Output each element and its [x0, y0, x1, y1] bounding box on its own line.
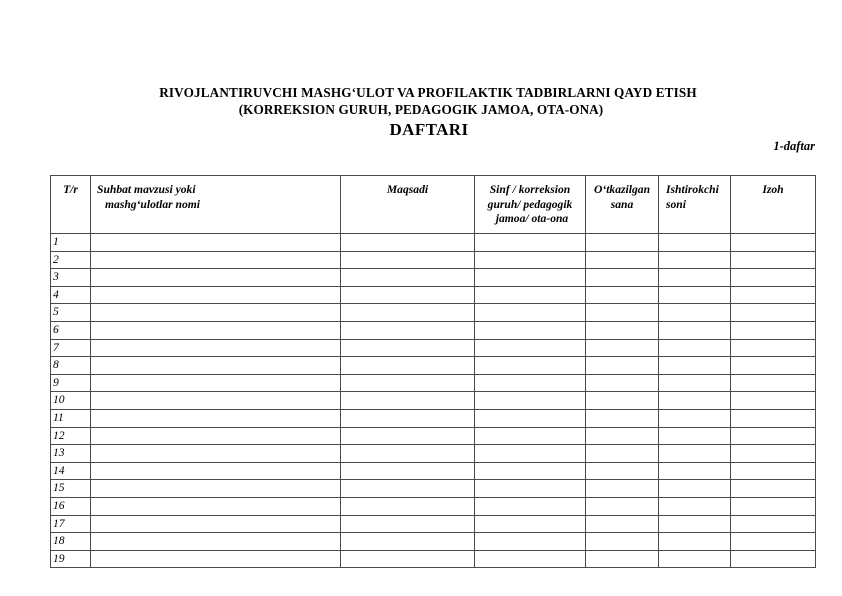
column-header-participants — [659, 176, 731, 234]
row-number-cell — [51, 427, 91, 445]
cell-note[interactable] — [731, 357, 816, 375]
cell-topic[interactable] — [91, 392, 341, 410]
cell-purpose[interactable] — [341, 321, 475, 339]
table-body — [51, 234, 816, 568]
cell-date[interactable] — [586, 480, 659, 498]
table-row — [51, 304, 816, 322]
cell-participants[interactable] — [659, 304, 731, 322]
cell-participants[interactable] — [659, 286, 731, 304]
row-number-label: 11 — [53, 410, 64, 424]
cell-class[interactable] — [475, 304, 586, 322]
table-row — [51, 234, 816, 252]
row-number-cell — [51, 321, 91, 339]
cell-date[interactable] — [586, 357, 659, 375]
row-number-label: 14 — [53, 463, 65, 477]
cell-class[interactable] — [475, 234, 586, 252]
page-title-line-1: RIVOJLANTIRUVCHI MASHG‘ULOT VA PROFILAKTIK TADBIRLARNI QAYD ETISH — [159, 85, 697, 100]
cell-topic[interactable] — [91, 304, 341, 322]
cell-purpose[interactable] — [341, 533, 475, 551]
row-number-label: 5 — [53, 305, 59, 319]
table-row — [51, 515, 816, 533]
table-row — [51, 497, 816, 515]
cell-note[interactable] — [731, 269, 816, 287]
cell-topic[interactable] — [91, 497, 341, 515]
cell-date[interactable] — [586, 234, 659, 252]
cell-topic[interactable] — [91, 374, 341, 392]
cell-purpose[interactable] — [341, 445, 475, 463]
row-number-label: 6 — [53, 322, 59, 336]
cell-note[interactable] — [731, 321, 816, 339]
cell-class[interactable] — [475, 462, 586, 480]
cell-note[interactable] — [731, 234, 816, 252]
table-row — [51, 357, 816, 375]
row-number-cell — [51, 515, 91, 533]
row-number-cell — [51, 286, 91, 304]
row-number-cell — [51, 304, 91, 322]
cell-date[interactable] — [586, 427, 659, 445]
page-title-line-3: DAFTARI — [389, 120, 469, 139]
cell-note[interactable] — [731, 480, 816, 498]
cell-participants[interactable] — [659, 269, 731, 287]
cell-participants[interactable] — [659, 357, 731, 375]
table-row — [51, 533, 816, 551]
cell-date[interactable] — [586, 392, 659, 410]
column-header-class-line-2: guruh/ pedagogik — [487, 197, 573, 211]
page-title-line-2: (KORREKSION GURUH, PEDAGOGIK JAMOA, OTA-ONA) — [238, 102, 604, 117]
cell-note[interactable] — [731, 515, 816, 533]
cell-class[interactable] — [475, 321, 586, 339]
cell-purpose[interactable] — [341, 550, 475, 568]
column-header-topic-line-1: Suhbat mavzusi yoki — [97, 183, 196, 196]
cell-topic[interactable] — [91, 321, 341, 339]
column-header-note-label: Izoh — [762, 183, 784, 196]
row-number-label: 13 — [53, 446, 65, 460]
cell-class[interactable] — [475, 339, 586, 357]
row-number-label: 9 — [53, 375, 59, 389]
cell-date[interactable] — [586, 462, 659, 480]
cell-class[interactable] — [475, 550, 586, 568]
cell-participants[interactable] — [659, 550, 731, 568]
cell-class[interactable] — [475, 269, 586, 287]
column-header-class-line-3: jamoa/ ota-ona — [495, 212, 569, 226]
cell-participants[interactable] — [659, 339, 731, 357]
cell-note[interactable] — [731, 286, 816, 304]
cell-purpose[interactable] — [341, 462, 475, 480]
cell-note[interactable] — [731, 533, 816, 551]
column-header-date-line-1: O‘tkazilgan — [593, 183, 651, 196]
cell-date[interactable] — [586, 286, 659, 304]
cell-class[interactable] — [475, 497, 586, 515]
cell-topic[interactable] — [91, 339, 341, 357]
column-header-participants-line-2: soni — [666, 197, 686, 211]
column-header-date — [586, 176, 659, 234]
row-number-label: 16 — [53, 498, 65, 512]
cell-participants[interactable] — [659, 445, 731, 463]
row-number-cell — [51, 251, 91, 269]
table-row — [51, 321, 816, 339]
table-row — [51, 480, 816, 498]
row-number-label: 12 — [53, 428, 65, 442]
table-row — [51, 286, 816, 304]
table-row — [51, 550, 816, 568]
table-row — [51, 409, 816, 427]
column-header-class-line-1: Sinf / korreksion — [489, 183, 571, 196]
cell-note[interactable] — [731, 409, 816, 427]
column-header-topic-line-2: mashg‘ulotlar nomi — [105, 197, 201, 211]
cell-participants[interactable] — [659, 533, 731, 551]
cell-purpose[interactable] — [341, 339, 475, 357]
row-number-cell — [51, 462, 91, 480]
cell-topic[interactable] — [91, 533, 341, 551]
cell-purpose[interactable] — [341, 234, 475, 252]
cell-purpose[interactable] — [341, 409, 475, 427]
cell-purpose[interactable] — [341, 269, 475, 287]
row-number-label: 17 — [53, 516, 65, 530]
table-header-row — [51, 176, 816, 234]
row-number-cell — [51, 533, 91, 551]
row-number-label: 10 — [53, 393, 65, 407]
row-number-cell — [51, 357, 91, 375]
row-number-cell — [51, 234, 91, 252]
row-number-cell — [51, 550, 91, 568]
cell-note[interactable] — [731, 374, 816, 392]
row-number-cell — [51, 339, 91, 357]
row-number-label: 7 — [53, 340, 59, 354]
cell-participants[interactable] — [659, 234, 731, 252]
cell-note[interactable] — [731, 392, 816, 410]
record-table — [50, 175, 816, 568]
cell-note[interactable] — [731, 427, 816, 445]
cell-purpose[interactable] — [341, 480, 475, 498]
column-header-row-number-label: T/r — [63, 183, 78, 196]
column-header-participants-line-1: Ishtirokchi — [666, 183, 719, 196]
cell-note[interactable] — [731, 339, 816, 357]
row-number-cell — [51, 374, 91, 392]
cell-date[interactable] — [586, 374, 659, 392]
cell-participants[interactable] — [659, 321, 731, 339]
cell-participants[interactable] — [659, 462, 731, 480]
cell-purpose[interactable] — [341, 515, 475, 533]
row-number-cell — [51, 480, 91, 498]
cell-date[interactable] — [586, 445, 659, 463]
cell-participants[interactable] — [659, 392, 731, 410]
column-header-date-line-2: sana — [610, 197, 634, 211]
cell-class[interactable] — [475, 251, 586, 269]
cell-class[interactable] — [475, 480, 586, 498]
cell-participants[interactable] — [659, 409, 731, 427]
cell-topic[interactable] — [91, 409, 341, 427]
row-number-cell — [51, 392, 91, 410]
cell-note[interactable] — [731, 550, 816, 568]
row-number-cell — [51, 409, 91, 427]
cell-topic[interactable] — [91, 480, 341, 498]
column-header-class-group — [475, 176, 586, 234]
cell-date[interactable] — [586, 269, 659, 287]
table-row — [51, 269, 816, 287]
cell-participants[interactable] — [659, 374, 731, 392]
row-number-cell — [51, 269, 91, 287]
cell-class[interactable] — [475, 357, 586, 375]
column-header-topic — [91, 176, 341, 234]
cell-class[interactable] — [475, 286, 586, 304]
cell-date[interactable] — [586, 339, 659, 357]
row-number-label: 1 — [53, 235, 59, 248]
cell-class[interactable] — [475, 427, 586, 445]
cell-topic[interactable] — [91, 357, 341, 375]
cell-purpose[interactable] — [341, 427, 475, 445]
cell-class[interactable] — [475, 409, 586, 427]
table-row — [51, 392, 816, 410]
cell-note[interactable] — [731, 304, 816, 322]
table-row — [51, 445, 816, 463]
cell-participants[interactable] — [659, 480, 731, 498]
cell-purpose[interactable] — [341, 357, 475, 375]
cell-class[interactable] — [475, 533, 586, 551]
cell-note[interactable] — [731, 251, 816, 269]
row-number-label: 2 — [53, 252, 59, 266]
cell-purpose[interactable] — [341, 304, 475, 322]
cell-class[interactable] — [475, 445, 586, 463]
document-title-block — [0, 84, 842, 140]
column-header-purpose-label: Maqsadi — [386, 183, 429, 196]
record-table-wrapper — [50, 175, 815, 568]
table-row — [51, 462, 816, 480]
cell-date[interactable] — [586, 304, 659, 322]
cell-topic[interactable] — [91, 515, 341, 533]
row-number-label: 15 — [53, 481, 65, 495]
cell-topic[interactable] — [91, 234, 341, 252]
row-number-label: 8 — [53, 358, 59, 372]
cell-class[interactable] — [475, 392, 586, 410]
cell-topic[interactable] — [91, 269, 341, 287]
table-row — [51, 339, 816, 357]
table-row — [51, 374, 816, 392]
cell-topic[interactable] — [91, 427, 341, 445]
cell-purpose[interactable] — [341, 497, 475, 515]
table-row — [51, 251, 816, 269]
row-number-label: 19 — [53, 551, 65, 565]
cell-participants[interactable] — [659, 515, 731, 533]
cell-note[interactable] — [731, 497, 816, 515]
cell-class[interactable] — [475, 515, 586, 533]
cell-topic[interactable] — [91, 251, 341, 269]
cell-participants[interactable] — [659, 497, 731, 515]
cell-topic[interactable] — [91, 462, 341, 480]
column-header-note — [731, 176, 816, 234]
cell-topic[interactable] — [91, 445, 341, 463]
column-header-purpose — [341, 176, 475, 234]
cell-class[interactable] — [475, 374, 586, 392]
cell-date[interactable] — [586, 497, 659, 515]
daftar-number-label: 1-daftar — [773, 139, 815, 153]
cell-date[interactable] — [586, 550, 659, 568]
cell-note[interactable] — [731, 445, 816, 463]
cell-date[interactable] — [586, 409, 659, 427]
row-number-label: 4 — [53, 287, 59, 301]
row-number-label: 18 — [53, 534, 65, 548]
cell-topic[interactable] — [91, 550, 341, 568]
cell-purpose[interactable] — [341, 392, 475, 410]
cell-date[interactable] — [586, 533, 659, 551]
column-header-row-number — [51, 176, 91, 234]
cell-purpose[interactable] — [341, 251, 475, 269]
row-number-label: 3 — [53, 270, 59, 284]
cell-participants[interactable] — [659, 251, 731, 269]
table-row — [51, 427, 816, 445]
cell-topic[interactable] — [91, 286, 341, 304]
row-number-cell — [51, 445, 91, 463]
cell-purpose[interactable] — [341, 286, 475, 304]
cell-date[interactable] — [586, 251, 659, 269]
cell-purpose[interactable] — [341, 374, 475, 392]
cell-date[interactable] — [586, 515, 659, 533]
cell-participants[interactable] — [659, 427, 731, 445]
row-number-cell — [51, 497, 91, 515]
cell-note[interactable] — [731, 462, 816, 480]
cell-date[interactable] — [586, 321, 659, 339]
